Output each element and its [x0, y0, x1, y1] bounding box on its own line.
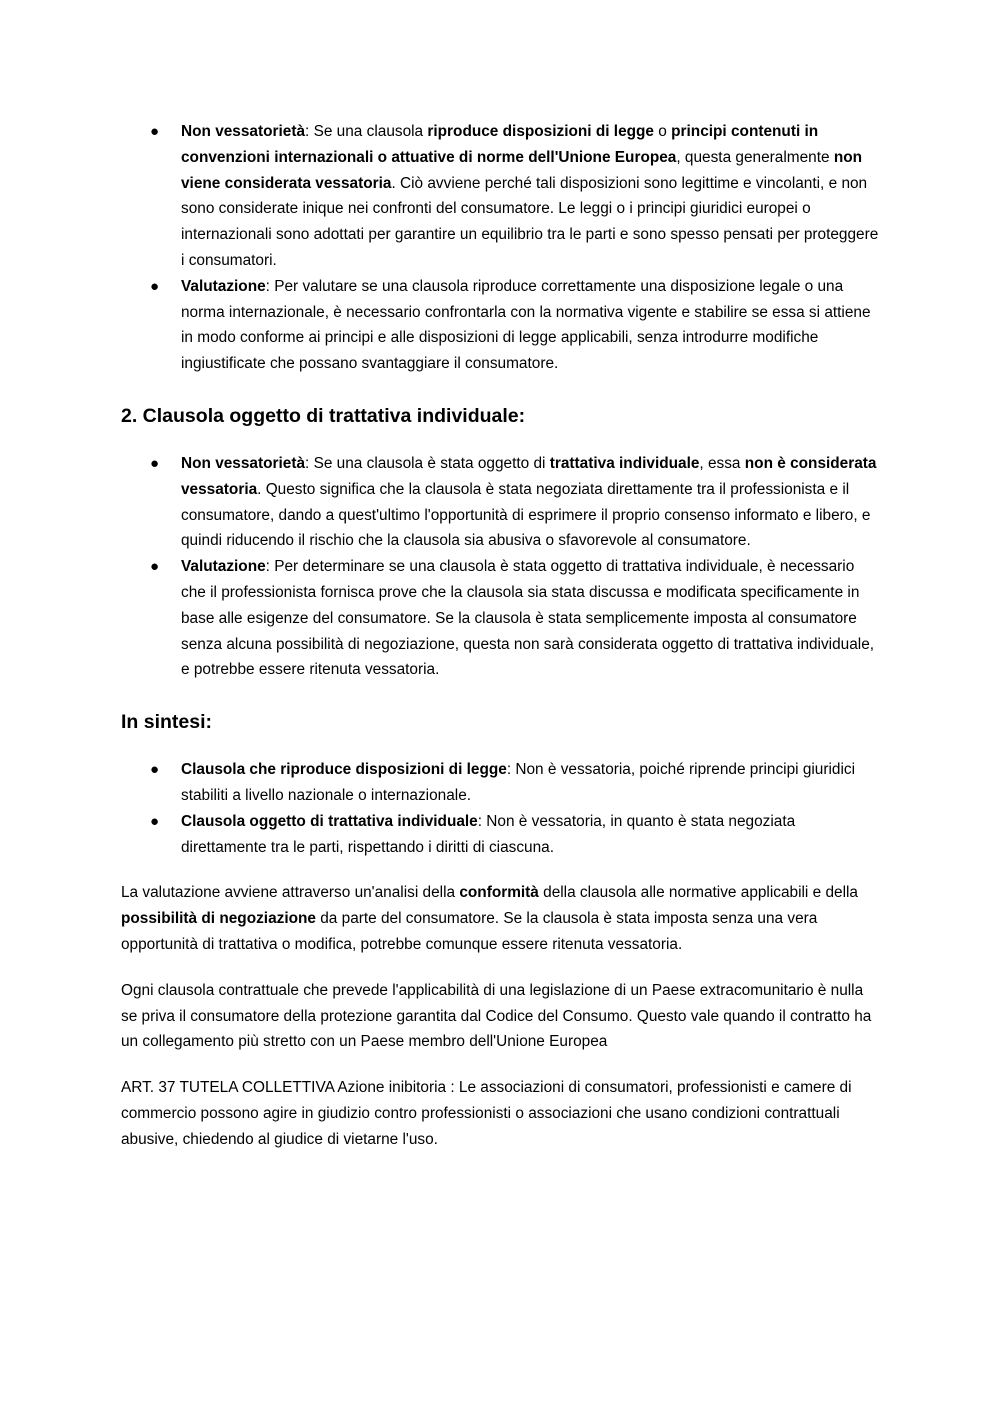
section2-list [121, 451, 881, 683]
list-item [121, 451, 881, 554]
text-run: : Non è vessatoria, in quanto è stata negoziata direttamente tra le parti, rispettando i diritti di ciascuna. [181, 812, 796, 856]
bold-term: possibilità di negoziazione [121, 910, 316, 928]
section2-heading: 2. Clausola oggetto di trattativa individuale: [121, 404, 526, 427]
bold-term: non viene considerata vessatoria [181, 148, 863, 192]
bold-term: conformità [459, 884, 539, 902]
bold-term: Valutazione [181, 558, 266, 576]
list-item [121, 809, 881, 861]
bullet-icon: ● [150, 123, 160, 140]
text-run: da parte del consumatore. Se la clausola è stata imposta senza una vera opportunità di trattativa o modifica, potrebbe comunque essere ritenuta vessatoria. [121, 910, 818, 953]
summary-list [121, 757, 881, 860]
section1-list [121, 119, 881, 377]
text-run: : Se una clausola [305, 123, 428, 140]
text-run: : Per determinare se una clausola è stata oggetto di trattativa individuale, è necessario che il professionista fornisca prove che la clausola sia stata discussa e modificata specificamente in base alle esigenze del consumatore. Se la clausola è stata semplicemente imposta al consumatore senza alcuna possibilità di negoziazione, questa non sarà considerata oggetto di trattativa individuale, e potrebbe essere ritenuta vessatoria. [181, 558, 875, 679]
bullet-icon: ● [150, 812, 160, 830]
list-item [121, 757, 881, 809]
text-run: : Per valutare se una clausola riproduce correttamente una disposizione legale o una norma internazionale, è necessario confrontarla con la normativa vigente e stabilire se essa si attiene in modo conforme ai principi e alle disposizioni di legge applicabili, senza introdurre modifiche ingiustificate che possano svantaggiare il consumatore. [181, 277, 871, 373]
paragraph-art-37: ART. 37 TUTELA COLLETTIVA Azione inibitoria : Le associazioni di consumatori, professionisti e camere di commercio possono agire in giudizio contro professionisti o associazioni che usano condizioni contrattuali abusive, chiedendo al giudice di vietarne l'uso. [121, 1079, 852, 1148]
paragraph-evaluation [121, 880, 881, 957]
bullet-icon: ● [150, 277, 160, 295]
bullet-icon: ● [150, 454, 160, 472]
bold-term: riproduce disposizioni di legge [427, 123, 654, 140]
bold-term: Valutazione [181, 277, 266, 295]
list-item [121, 554, 881, 683]
bold-term: principi contenuti in convenzioni internazionali o attuative di norme dell'Unione Europea [181, 123, 819, 166]
bold-term: non è considerata vessatoria [181, 454, 877, 498]
list-item [121, 274, 881, 377]
page-content [121, 119, 881, 1153]
bold-term: Clausola oggetto di trattativa individuale [181, 812, 478, 830]
text-run: : Se una clausola è stata oggetto di [305, 454, 550, 472]
bold-term: Non vessatorietà [181, 454, 306, 472]
bold-term: trattativa individuale [549, 454, 700, 472]
text-run: o [654, 123, 672, 140]
paragraph-foreign-law: Ogni clausola contrattuale che prevede l'applicabilità di una legislazione di un Paese extracomunitario è nulla se priva il consumatore della protezione garantita dal Codice del Consumo. Questo vale quando il contratto ha un collegamento più stretto con un Paese membro dell'Unione Europea [121, 981, 872, 1051]
bold-term: Clausola che riproduce disposizioni di legge [181, 761, 507, 779]
text-run: della clausola alle normative applicabili e della [538, 884, 858, 902]
summary-heading: In sintesi: [121, 711, 213, 734]
text-run: : Non è vessatoria, poiché riprende principi giuridici stabiliti a livello nazionale o internazionale. [181, 761, 856, 804]
bullet-icon: ● [150, 558, 160, 576]
text-run: . Ciò avviene perché tali disposizioni sono legittime e vincolanti, e non sono considerate inique nei confronti del consumatore. Le leggi o i principi giuridici europei o internazionali sono adottati per garantire un equilibrio tra le parti e sono spesso pensati per proteggere i consumatori. [181, 174, 879, 269]
bold-term: Non vessatorietà [181, 123, 306, 140]
text-run: La valutazione avviene attraverso un'analisi della [121, 884, 460, 902]
text-run: . Questo significa che la clausola è stata negoziata direttamente tra il professionista e il consumatore, dando a quest'ultimo l'opportunità di esprimere il proprio consenso informato e libero, e quindi riducendo il rischio che la clausola sia abusiva o sfavorevole al consumatore. [181, 480, 871, 550]
text-run: , essa [699, 454, 745, 472]
list-item [121, 119, 881, 274]
text-run: , questa generalmente [676, 148, 834, 166]
bullet-icon: ● [150, 761, 160, 779]
